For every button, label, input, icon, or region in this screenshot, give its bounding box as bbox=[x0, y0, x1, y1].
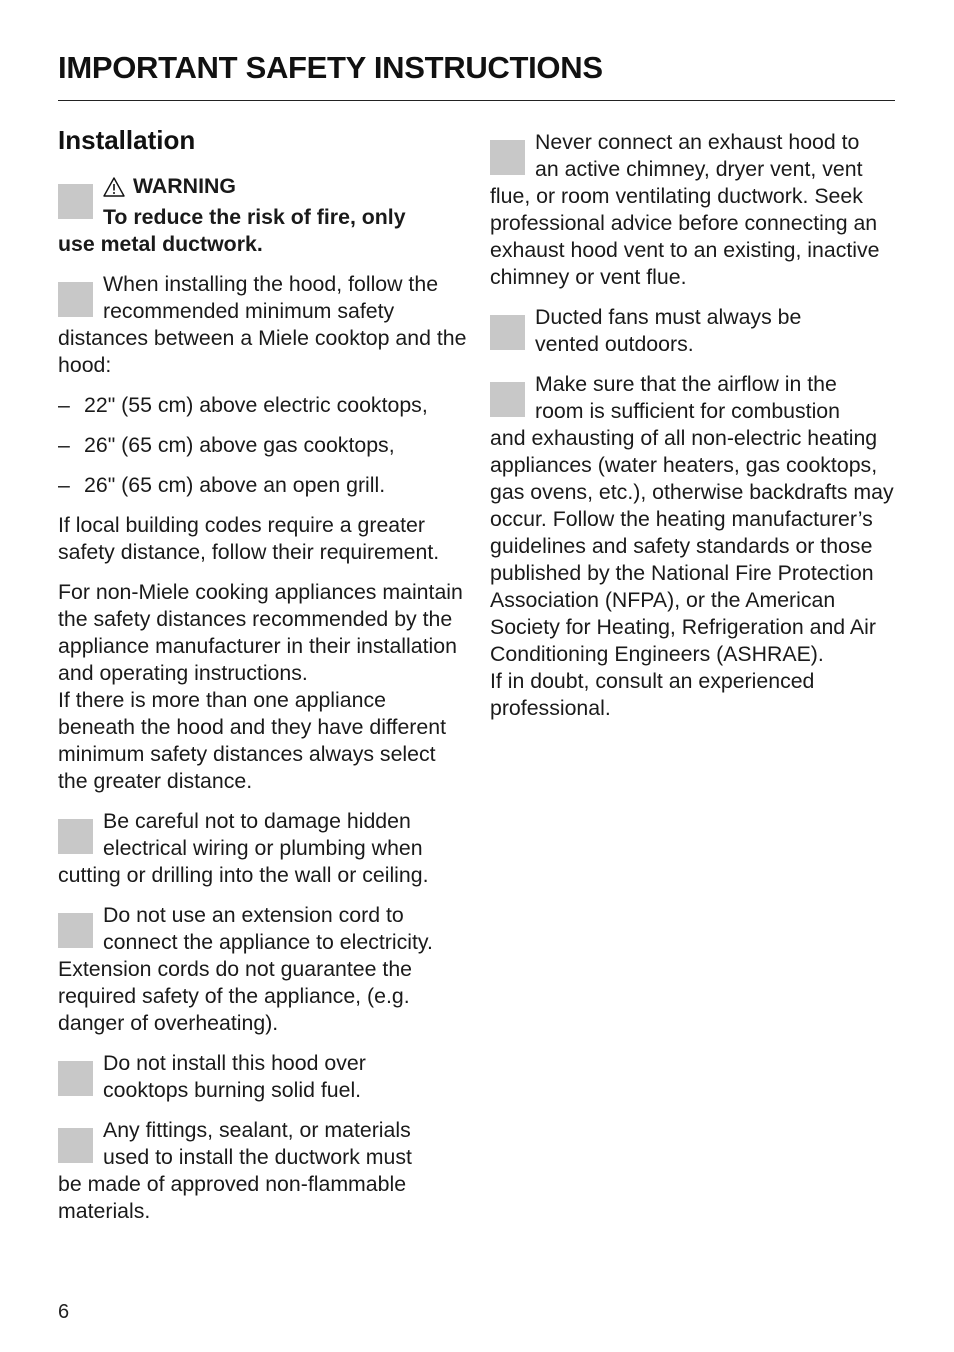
page-title: IMPORTANT SAFETY INSTRUCTIONS bbox=[58, 50, 603, 85]
distances-rest: distances between a Miele cooktop and the hood: bbox=[58, 325, 467, 377]
fittings-line2: used to install the ductwork must bbox=[103, 1144, 412, 1169]
left-column bbox=[58, 120, 468, 1238]
warning-text-line1: To reduce the risk of fire, only bbox=[103, 204, 406, 229]
list-item bbox=[58, 472, 468, 499]
bullet-marker bbox=[490, 315, 525, 350]
list-item bbox=[58, 392, 468, 419]
warning-text-line2: use metal ductwork. bbox=[58, 231, 263, 256]
list-item-text: 26" (65 cm) above gas cooktops, bbox=[84, 432, 395, 457]
local-codes-paragraph: If local building codes require a greater safety distance, follow their requirement. bbox=[58, 512, 440, 564]
chimney-block bbox=[490, 129, 900, 291]
airflow-doubt: If in doubt, consult an experienced professional. bbox=[490, 669, 815, 720]
dash-marker: – bbox=[58, 392, 70, 417]
airflow-block bbox=[490, 371, 900, 722]
fittings-rest: be made of approved non-flammable materials. bbox=[58, 1171, 407, 1223]
distances-line1: When installing the hood, follow the bbox=[103, 271, 439, 296]
list-item-text: 22" (55 cm) above electric cooktops, bbox=[84, 392, 428, 417]
solid-fuel-line2: cooktops burning solid fuel. bbox=[103, 1077, 362, 1102]
wiring-line2: electrical wiring or plumbing when bbox=[103, 835, 423, 860]
bullet-marker bbox=[490, 382, 525, 417]
bullet-marker bbox=[58, 282, 93, 317]
fittings-line1: Any fittings, sealant, or materials bbox=[103, 1117, 411, 1142]
airflow-rest: and exhausting of all non-electric heating appliances (water heaters, gas cooktops, gas ovens, etc.), otherwise backdrafts may occur. Follow the heating manufacturer’s guidelines and safety standards or those published by the National Fire Protection Association (NFPA), or the American Society for Heating, Refrigeration and Air Conditioning Engineers (ASHRAE). bbox=[490, 426, 894, 666]
list-item bbox=[58, 432, 468, 459]
extension-rest: Extension cords do not guarantee the required safety of the appliance, (e.g. danger of overheating). bbox=[58, 956, 413, 1035]
dash-marker: – bbox=[58, 432, 70, 457]
warning-triangle-icon bbox=[103, 177, 125, 197]
airflow-line2: room is sufficient for combustion bbox=[535, 399, 840, 423]
airflow-line1: Make sure that the airflow in the bbox=[535, 372, 837, 396]
bullet-marker bbox=[58, 819, 93, 854]
extension-line1: Do not use an extension cord to bbox=[103, 902, 404, 927]
warning-title: WARNING bbox=[133, 174, 236, 198]
wiring-block bbox=[58, 808, 468, 889]
fittings-block bbox=[58, 1117, 468, 1225]
chimney-line1: Never connect an exhaust hood to bbox=[535, 130, 860, 154]
right-column bbox=[490, 129, 900, 735]
extension-line2: connect the appliance to electricity. bbox=[103, 929, 433, 954]
bullet-marker bbox=[58, 184, 93, 219]
solid-fuel-block bbox=[58, 1050, 468, 1104]
dash-marker: – bbox=[58, 472, 70, 497]
bullet-marker bbox=[58, 1061, 93, 1096]
distances-block bbox=[58, 271, 468, 379]
bullet-marker bbox=[490, 140, 525, 175]
warning-block bbox=[58, 173, 468, 258]
chimney-rest: flue, or room ventilating ductwork. Seek professional advice before connecting an exhaust hood vent to an existing, inactive chimney or vent flue. bbox=[490, 184, 880, 289]
extension-cord-block bbox=[58, 902, 468, 1037]
section-heading-installation: Installation bbox=[58, 125, 196, 155]
bullet-marker bbox=[58, 913, 93, 948]
solid-fuel-line1: Do not install this hood over bbox=[103, 1050, 366, 1075]
ducted-fans-block bbox=[490, 304, 900, 358]
wiring-line1: Be careful not to damage hidden bbox=[103, 808, 411, 833]
list-item-text: 26" (65 cm) above an open grill. bbox=[84, 472, 386, 497]
ducted-line1: Ducted fans must always be bbox=[535, 305, 802, 329]
chimney-line2: an active chimney, dryer vent, vent bbox=[535, 157, 863, 181]
distances-line2: recommended minimum safety bbox=[103, 298, 395, 323]
bullet-marker bbox=[58, 1128, 93, 1163]
wiring-rest: cutting or drilling into the wall or ceiling. bbox=[58, 862, 429, 887]
multiple-appliances-paragraph: If there is more than one appliance beneath the hood and they have different minimum safety distances always select the greater distance. bbox=[58, 687, 447, 793]
page-number: 6 bbox=[58, 1301, 70, 1323]
non-miele-paragraph: For non-Miele cooking appliances maintain the safety distances recommended by the appliance manufacturer in their installation and operating instructions. bbox=[58, 579, 463, 685]
warning-title-line bbox=[58, 173, 468, 204]
ducted-line2: vented outdoors. bbox=[535, 332, 694, 356]
title-rule bbox=[58, 100, 895, 101]
